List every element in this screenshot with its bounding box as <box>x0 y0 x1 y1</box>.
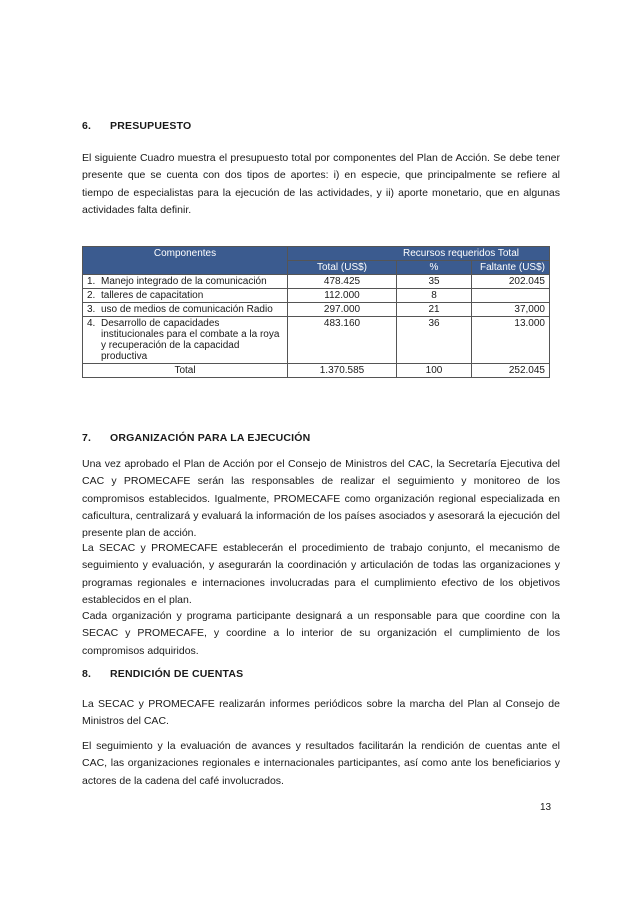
row-label: 2. talleres de capacitation <box>83 289 288 303</box>
section-title: RENDICIÓN DE CUENTAS <box>110 668 244 680</box>
section-title: PRESUPUESTO <box>110 120 192 132</box>
section-6-paragraph: El siguiente Cuadro muestra el presupuesto total por componentes del Plan de Acción. Se debe tener presente que se cuenta con dos tipos de aportes: i) en especie, que principalmente se refiere al tiempo de especialistas para la ejecución de las actividades, y ii) aporte monetario, que en algunas actividades falta definir. <box>82 152 560 216</box>
row-label: 1. Manejo integrado de la comunicación <box>83 275 288 289</box>
header-total: Total (US$) <box>288 261 397 275</box>
section-8-heading <box>82 668 243 680</box>
section-number: 7. <box>82 432 92 444</box>
total-value: 1.370.585 <box>288 364 397 378</box>
header-recursos: Recursos requeridos Total <box>288 247 550 261</box>
row-total: 297.000 <box>288 303 397 317</box>
row-label: 3. uso de medios de comunicación Radio <box>83 303 288 317</box>
section-7-paragraph-3: Cada organización y programa participante designará a un responsable para que coordine con la SECAC y PROMECAFE, y coordine a lo interior de su organización el cumplimiento de los compromisos adquiridos. <box>82 610 560 657</box>
page-number: 13 <box>540 802 552 813</box>
row-missing: 37,000 <box>472 303 550 317</box>
row-missing: 13.000 <box>472 317 550 364</box>
row-pct: 21 <box>397 303 472 317</box>
row-pct: 36 <box>397 317 472 364</box>
section-number: 6. <box>82 120 92 132</box>
row-pct: 35 <box>397 275 472 289</box>
section-7-heading <box>82 432 310 444</box>
section-6-heading <box>82 120 191 132</box>
section-7-paragraph-1: Una vez aprobado el Plan de Acción por el Consejo de Ministros del CAC, la Secretaría Ejecutiva del CAC y PROMECAFE serán las responsables de realizar el seguimiento y monitoreo de los compromisos establecidos. Igualmente, PROMECAFE como organización regional especializada en caficultura, centralizará y evaluará la información de los países asociados y asesorará la ejecución del presente plan de acción. <box>82 458 560 540</box>
table-row <box>83 275 550 289</box>
table-total-row <box>83 364 550 378</box>
header-componentes: Componentes <box>83 247 288 275</box>
table-row <box>83 289 550 303</box>
header-pct: % <box>397 261 472 275</box>
row-total: 483.160 <box>288 317 397 364</box>
table-row <box>83 303 550 317</box>
row-missing <box>472 289 550 303</box>
section-8-paragraph-1: La SECAC y PROMECAFE realizarán informes periódicos sobre la marcha del Plan al Consejo de Ministros del CAC. <box>82 698 560 728</box>
row-missing: 202.045 <box>472 275 550 289</box>
header-faltante: Faltante (US$) <box>472 261 550 275</box>
section-number: 8. <box>82 668 92 680</box>
row-pct: 8 <box>397 289 472 303</box>
section-title: ORGANIZACIÓN PARA LA EJECUCIÓN <box>110 432 311 444</box>
row-total: 478.425 <box>288 275 397 289</box>
section-7-paragraph-2: La SECAC y PROMECAFE establecerán el procedimiento de trabajo conjunto, el mecanismo de seguimiento y evaluación, y asegurarán la coordinación y articulación de todas las organizaciones y programas regionales e internaciones involucradas para el cumplimiento efectivo de los objetivos establecidos en el plan. <box>82 542 560 606</box>
row-total: 112.000 <box>288 289 397 303</box>
total-missing: 252.045 <box>472 364 550 378</box>
total-label: Total <box>83 364 288 378</box>
section-8-paragraph-2: El seguimiento y la evaluación de avances y resultados facilitarán la rendición de cuentas ante el CAC, las organizaciones regionales e internacionales participantes, así como ante los beneficiarios y actores de la cadena del café involucrados. <box>82 740 560 787</box>
table-row <box>83 317 550 364</box>
row-label: 4. Desarrollo de capacidades institucionales para el combate a la roya y recuperación de la capacidad productiva <box>83 317 288 364</box>
total-pct: 100 <box>397 364 472 378</box>
budget-table <box>82 246 550 378</box>
